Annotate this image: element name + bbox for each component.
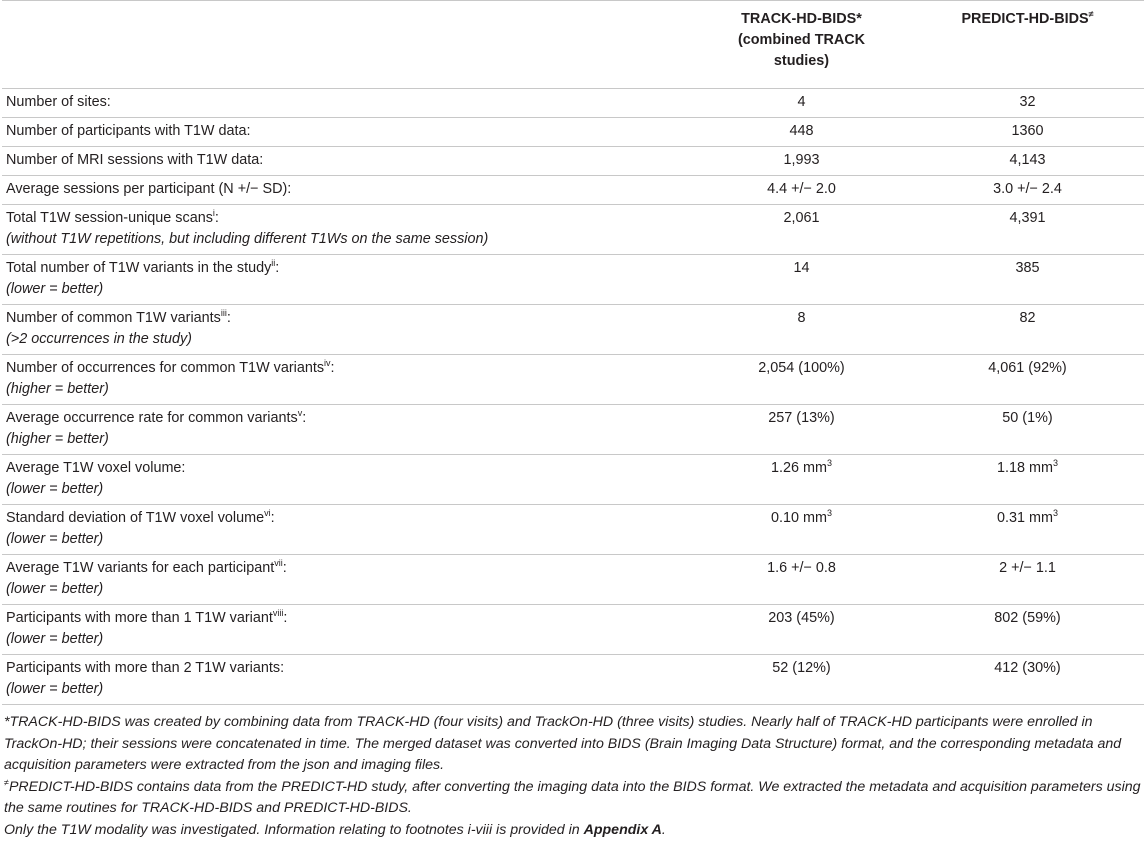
table-row <box>2 505 1144 555</box>
row-sublabel: (lower = better) <box>6 479 688 500</box>
row-value-track <box>692 118 911 147</box>
value-predict: 32 <box>1019 94 1035 110</box>
value-track: 257 (13%) <box>768 410 834 426</box>
row-label-footnote-ref: viii <box>273 608 284 618</box>
row-label: Average occurrence rate for common variants <box>6 410 298 426</box>
row-value-track <box>692 89 911 118</box>
row-label-cell <box>2 555 692 605</box>
row-label-colon: : <box>215 210 219 226</box>
footnotes <box>4 712 1142 841</box>
header-track-line3: studies) <box>774 53 829 69</box>
table-row <box>2 605 1144 655</box>
footnote-modality-suffix: . <box>662 822 666 838</box>
row-value-track <box>692 455 911 505</box>
table-body <box>2 89 1144 705</box>
value-track: 203 (45%) <box>768 610 834 626</box>
row-label-colon: : <box>331 360 335 376</box>
row-value-track <box>692 176 911 205</box>
row-sublabel: (higher = better) <box>6 379 688 400</box>
row-label-footnote-ref: ii <box>271 258 275 268</box>
row-value-track <box>692 655 911 705</box>
footnote-predict <box>4 777 1142 820</box>
value-predict: 2 +/− 1.1 <box>999 560 1056 576</box>
header-track-line2: (combined TRACK <box>738 32 865 48</box>
row-value-predict <box>911 255 1144 305</box>
row-label-colon: : <box>283 560 287 576</box>
row-label-colon: : <box>227 310 231 326</box>
table-row <box>2 176 1144 205</box>
row-label-cell <box>2 455 692 505</box>
row-value-track <box>692 605 911 655</box>
row-label-cell <box>2 405 692 455</box>
row-label-colon: : <box>283 610 287 626</box>
row-value-predict <box>911 655 1144 705</box>
row-sublabel: (higher = better) <box>6 429 688 450</box>
row-value-track <box>692 205 911 255</box>
row-sublabel: (lower = better) <box>6 279 688 300</box>
header-track-hd-bids <box>692 1 911 89</box>
table-row <box>2 305 1144 355</box>
row-value-track <box>692 305 911 355</box>
value-track: 4 <box>797 94 805 110</box>
header-empty-cell <box>2 1 692 89</box>
row-value-predict <box>911 89 1144 118</box>
row-value-track <box>692 255 911 305</box>
table-row <box>2 89 1144 118</box>
table-row <box>2 455 1144 505</box>
value-predict: 802 (59%) <box>994 610 1060 626</box>
row-sublabel: (>2 occurrences in the study) <box>6 329 688 350</box>
row-sublabel: (lower = better) <box>6 629 688 650</box>
row-sublabel: (lower = better) <box>6 679 688 700</box>
value-unit-exponent: 3 <box>1053 508 1058 518</box>
value-track: 8 <box>797 310 805 326</box>
value-predict: 0.31 mm <box>997 510 1053 526</box>
value-predict: 50 (1%) <box>1002 410 1052 426</box>
value-predict: 4,391 <box>1009 210 1045 226</box>
row-label-footnote-ref: iv <box>324 358 331 368</box>
header-track-line1: TRACK-HD-BIDS* <box>741 11 862 27</box>
row-label-footnote-ref: vii <box>274 558 283 568</box>
row-value-predict <box>911 205 1144 255</box>
row-value-predict <box>911 455 1144 505</box>
footnote-modality-prefix: Only the T1W modality was investigated. Information relating to footnotes i-viii is provided in <box>4 822 584 838</box>
value-predict: 4,061 (92%) <box>988 360 1066 376</box>
row-label: Number of common T1W variants <box>6 310 221 326</box>
row-label-cell <box>2 355 692 405</box>
row-value-predict <box>911 505 1144 555</box>
value-track: 448 <box>789 123 813 139</box>
row-label-colon: : <box>271 510 275 526</box>
row-sublabel: (without T1W repetitions, but including different T1Ws on the same session) <box>6 229 688 250</box>
row-value-track <box>692 355 911 405</box>
row-label: Standard deviation of T1W voxel volume <box>6 510 264 526</box>
row-value-predict <box>911 176 1144 205</box>
value-predict: 385 <box>1015 260 1039 276</box>
row-label-cell <box>2 655 692 705</box>
row-label-colon: : <box>302 410 306 426</box>
value-predict: 1360 <box>1011 123 1043 139</box>
table-row <box>2 255 1144 305</box>
row-label: Participants with more than 2 T1W variants: <box>6 660 284 676</box>
row-label: Number of occurrences for common T1W variants <box>6 360 324 376</box>
value-unit-exponent: 3 <box>827 458 832 468</box>
footnote-predict-text: PREDICT-HD-BIDS contains data from the PREDICT-HD study, after converting the imaging data into the BIDS format. We extracted the metadata and acquisition parameters using the same routines for TRACK-HD-BIDS and PREDICT-HD-BIDS. <box>4 779 1141 817</box>
value-track: 2,054 (100%) <box>758 360 844 376</box>
value-track: 1.6 +/− 0.8 <box>767 560 836 576</box>
header-predict-mark: ≠ <box>1089 9 1094 19</box>
appendix-link[interactable]: Appendix A <box>584 822 662 838</box>
value-predict: 82 <box>1019 310 1035 326</box>
value-track: 0.10 mm <box>771 510 827 526</box>
value-track: 52 (12%) <box>772 660 830 676</box>
row-value-track <box>692 147 911 176</box>
row-value-predict <box>911 118 1144 147</box>
row-value-predict <box>911 355 1144 405</box>
row-label: Total number of T1W variants in the study <box>6 260 271 276</box>
row-label-footnote-ref: i <box>213 208 215 218</box>
row-label-cell <box>2 605 692 655</box>
row-label: Number of sites: <box>6 94 111 110</box>
value-track: 4.4 +/− 2.0 <box>767 181 836 197</box>
row-label: Number of MRI sessions with T1W data: <box>6 152 263 168</box>
row-label: Number of participants with T1W data: <box>6 123 250 139</box>
table-row <box>2 405 1144 455</box>
row-label-footnote-ref: iii <box>221 308 227 318</box>
table-row <box>2 118 1144 147</box>
row-label-footnote-ref: v <box>298 408 303 418</box>
footnote-modality <box>4 820 1142 841</box>
row-label: Average T1W voxel volume: <box>6 460 185 476</box>
row-label-cell <box>2 147 692 176</box>
row-label-cell <box>2 118 692 147</box>
row-label-cell <box>2 255 692 305</box>
row-label-cell <box>2 505 692 555</box>
row-value-predict <box>911 605 1144 655</box>
header-predict-hd-bids <box>911 1 1144 89</box>
value-unit-exponent: 3 <box>1053 458 1058 468</box>
row-label: Participants with more than 1 T1W variant <box>6 610 273 626</box>
data-table <box>2 0 1144 705</box>
table-row <box>2 555 1144 605</box>
value-track: 14 <box>793 260 809 276</box>
value-predict: 1.18 mm <box>997 460 1053 476</box>
footnote-predict-mark: ≠ <box>4 777 9 787</box>
value-track: 1.26 mm <box>771 460 827 476</box>
table-row <box>2 655 1144 705</box>
row-label: Average sessions per participant (N +/− SD): <box>6 181 291 197</box>
row-value-predict <box>911 305 1144 355</box>
row-value-predict <box>911 555 1144 605</box>
row-label-cell <box>2 89 692 118</box>
row-value-track <box>692 505 911 555</box>
table-row <box>2 147 1144 176</box>
header-predict-label: PREDICT-HD-BIDS <box>961 11 1088 27</box>
table-header-row <box>2 1 1144 89</box>
footnote-track: *TRACK-HD-BIDS was created by combining data from TRACK-HD (four visits) and TrackOn-HD (three visits) studies. Nearly half of TRACK-HD participants were enrolled in TrackOn-HD; their sessions were concatenated in time. The merged dataset was converted into BIDS (Brain Imaging Data Structure) format, and the corresponding metadata and acquisition parameters were extracted from the json and imaging files. <box>4 712 1142 777</box>
value-predict: 412 (30%) <box>994 660 1060 676</box>
row-label: Average T1W variants for each participant <box>6 560 274 576</box>
row-sublabel: (lower = better) <box>6 579 688 600</box>
value-predict: 4,143 <box>1009 152 1045 168</box>
value-track: 2,061 <box>783 210 819 226</box>
table-row <box>2 355 1144 405</box>
row-label-cell <box>2 205 692 255</box>
row-label-cell <box>2 176 692 205</box>
row-label: Total T1W session-unique scans <box>6 210 213 226</box>
value-predict: 3.0 +/− 2.4 <box>993 181 1062 197</box>
row-value-track <box>692 555 911 605</box>
row-value-track <box>692 405 911 455</box>
row-sublabel: (lower = better) <box>6 529 688 550</box>
value-track: 1,993 <box>783 152 819 168</box>
table-row <box>2 205 1144 255</box>
row-value-predict <box>911 405 1144 455</box>
row-label-footnote-ref: vi <box>264 508 271 518</box>
value-unit-exponent: 3 <box>827 508 832 518</box>
row-value-predict <box>911 147 1144 176</box>
row-label-cell <box>2 305 692 355</box>
row-label-colon: : <box>275 260 279 276</box>
